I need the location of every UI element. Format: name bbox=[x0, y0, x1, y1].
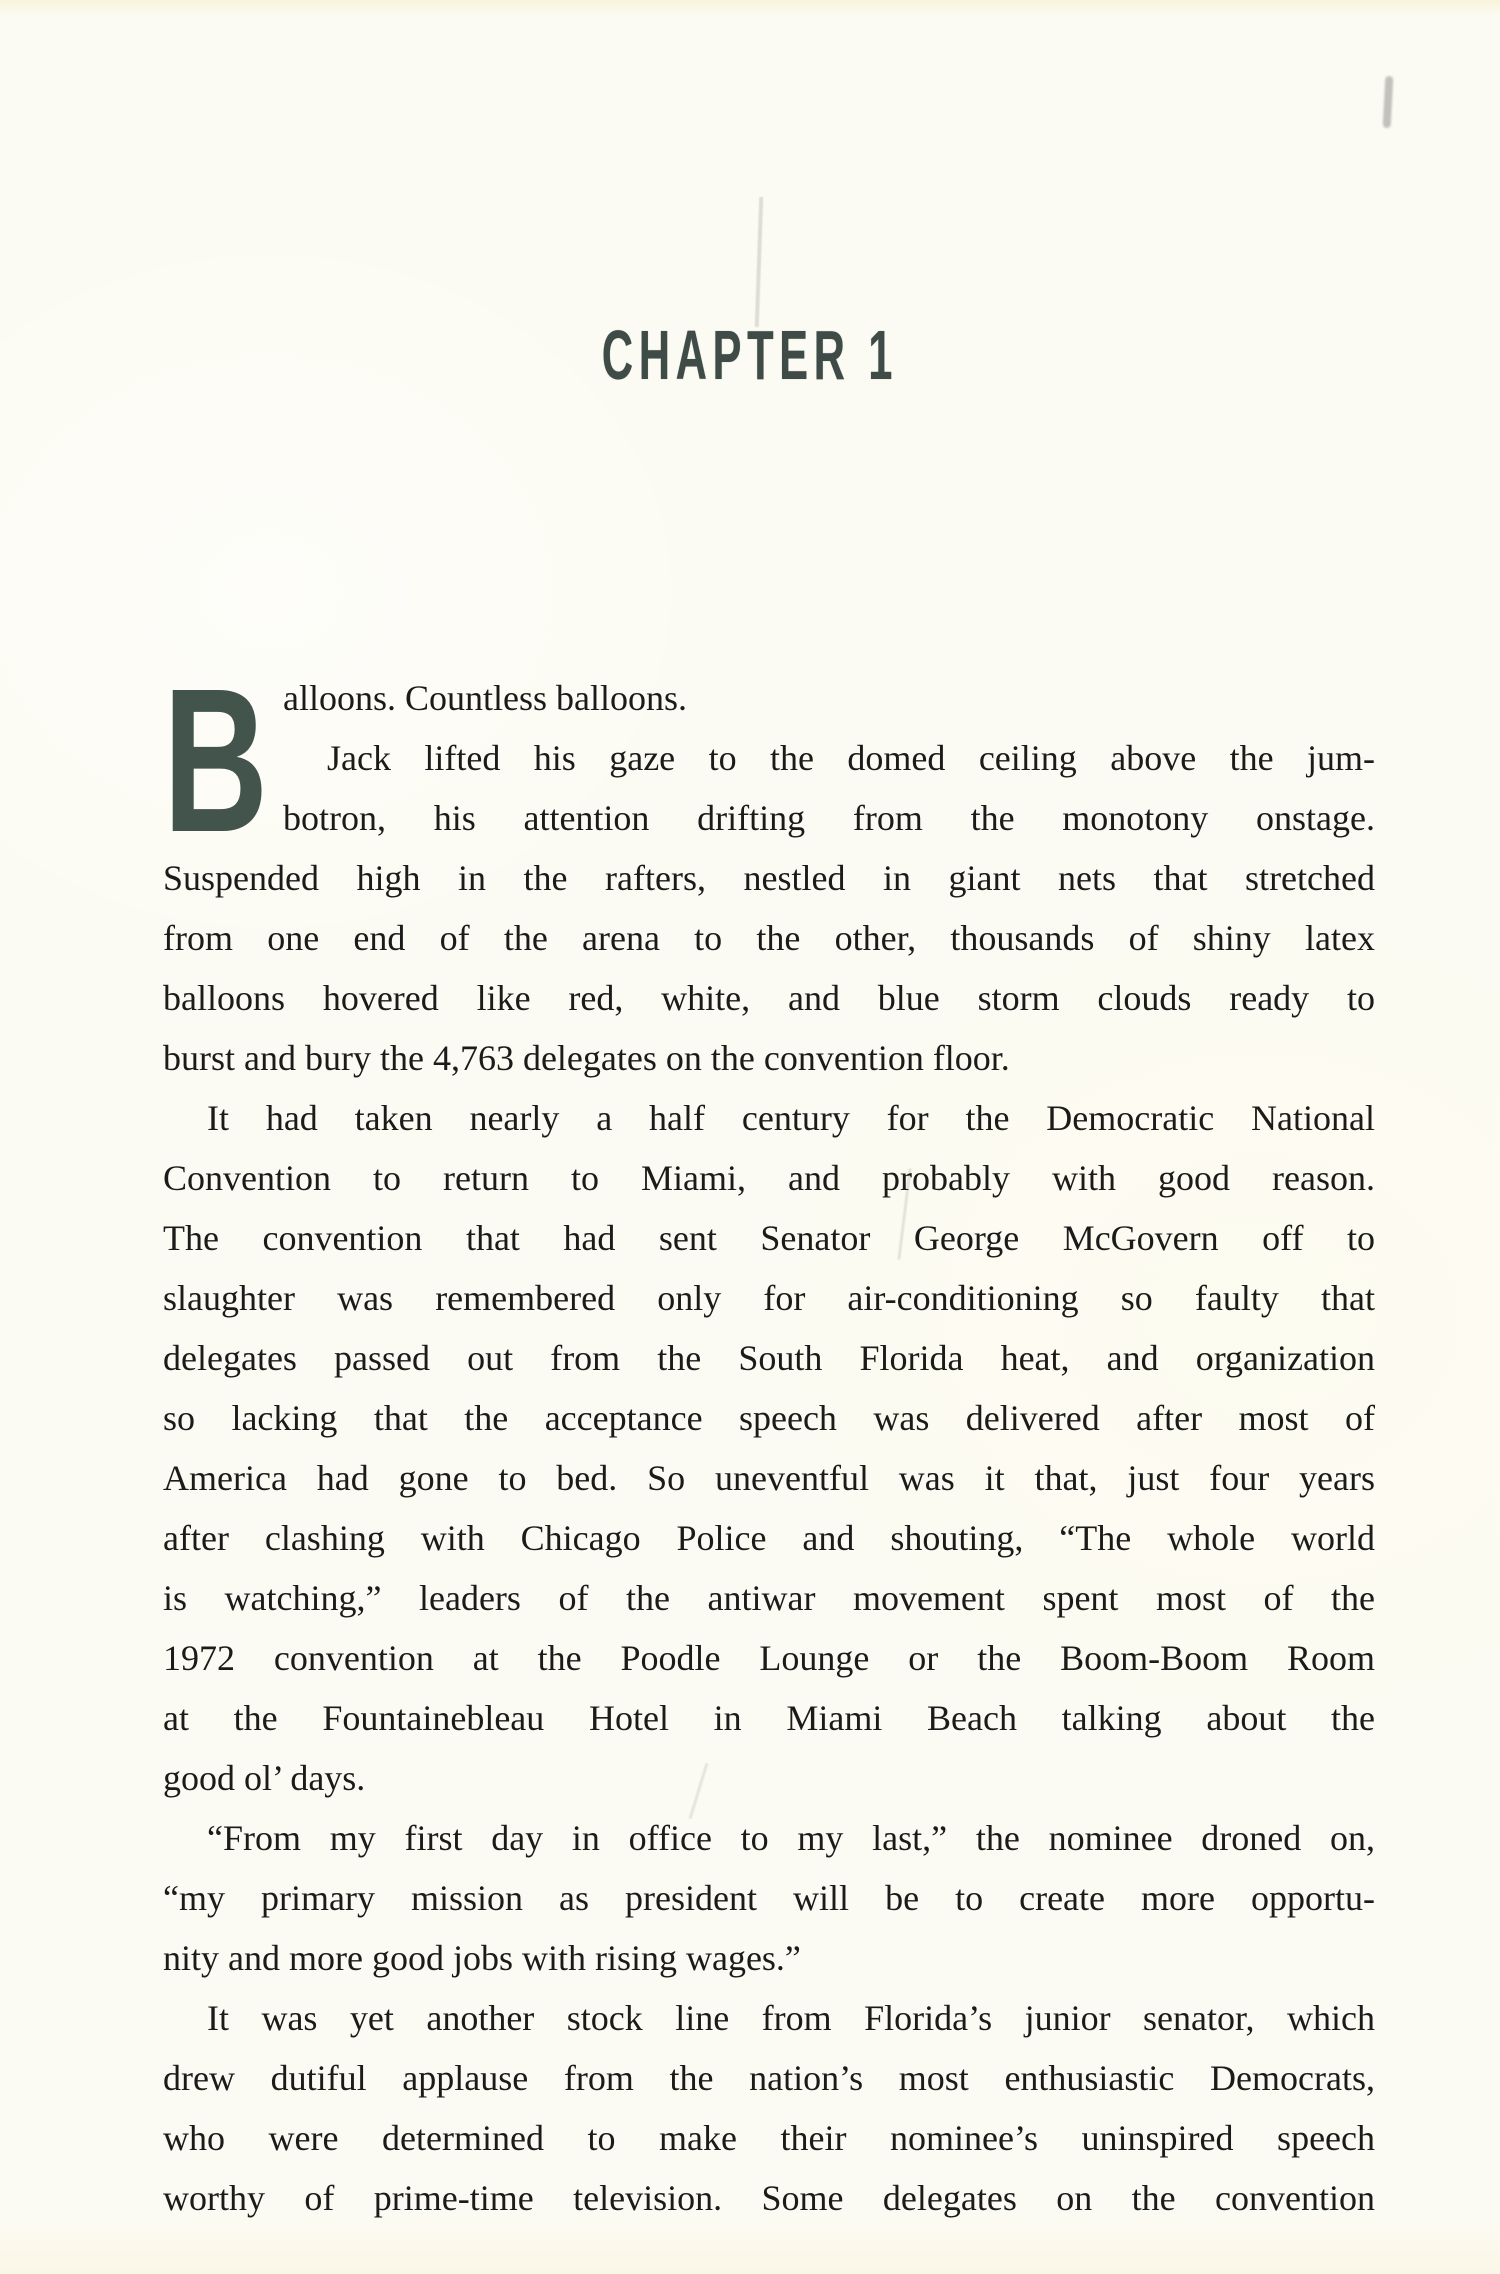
text-line bbox=[163, 1268, 1375, 1328]
text-line bbox=[163, 1088, 1375, 1148]
drop-cap: B bbox=[163, 646, 269, 875]
text-line-text: “my primary mission as president will be to create more opportu- bbox=[163, 1878, 1375, 1918]
text-line bbox=[283, 728, 1375, 788]
text-line bbox=[283, 788, 1375, 848]
text-line-text: Jack lifted his gaze to the domed ceiling above the jum- bbox=[327, 738, 1375, 778]
text-line-text: so lacking that the acceptance speech was delivered after most of bbox=[163, 1398, 1375, 1438]
text-line bbox=[163, 848, 1375, 908]
text-line bbox=[163, 2168, 1375, 2228]
body-text bbox=[163, 646, 1375, 2228]
text-line-text: 1972 convention at the Poodle Lounge or the Boom-Boom Room bbox=[163, 1638, 1375, 1678]
text-line-text: from one end of the arena to the other, thousands of shiny latex bbox=[163, 918, 1375, 958]
text-line-text: burst and bury the 4,763 delegates on the convention floor. bbox=[163, 1038, 1010, 1078]
text-line-text: slaughter was remembered only for air-conditioning so faulty that bbox=[163, 1278, 1375, 1318]
text-line-text: Suspended high in the rafters, nestled in giant nets that stretched bbox=[163, 858, 1375, 898]
text-line bbox=[163, 1928, 1375, 1988]
text-line-text: after clashing with Chicago Police and shouting, “The whole world bbox=[163, 1518, 1375, 1558]
text-line-text: at the Fountainebleau Hotel in Miami Beach talking about the bbox=[163, 1698, 1375, 1738]
text-line bbox=[163, 1388, 1375, 1448]
text-line bbox=[163, 1448, 1375, 1508]
text-line-text: It had taken nearly a half century for the Democratic National bbox=[207, 1098, 1375, 1138]
text-line bbox=[163, 1748, 1375, 1808]
text-line-text: drew dutiful applause from the nation’s most enthusiastic Democrats, bbox=[163, 2058, 1375, 2098]
text-line bbox=[163, 1508, 1375, 1568]
text-line bbox=[163, 1328, 1375, 1388]
text-line-text: “From my first day in office to my last,” the nominee droned on, bbox=[207, 1818, 1375, 1858]
chapter-heading-text: CHAPTER 1 bbox=[601, 316, 899, 394]
text-line bbox=[283, 668, 1375, 728]
text-line-text: delegates passed out from the South Florida heat, and organization bbox=[163, 1338, 1375, 1378]
text-line-text: who were determined to make their nominee’s uninspired speech bbox=[163, 2118, 1375, 2158]
text-line-text: It was yet another stock line from Florida’s junior senator, which bbox=[207, 1998, 1375, 2038]
text-line-text: good ol’ days. bbox=[163, 1758, 366, 1798]
text-line bbox=[163, 1628, 1375, 1688]
text-line bbox=[163, 1988, 1375, 2048]
text-line bbox=[163, 1208, 1375, 1268]
text-line bbox=[163, 1868, 1375, 1928]
chapter-heading bbox=[0, 316, 1500, 394]
text-line-text: nity and more good jobs with rising wages.” bbox=[163, 1938, 801, 1978]
text-line bbox=[163, 1688, 1375, 1748]
text-line bbox=[163, 2108, 1375, 2168]
text-line bbox=[163, 1148, 1375, 1208]
text-line-text: is watching,” leaders of the antiwar movement spent most of the bbox=[163, 1578, 1375, 1618]
text-line bbox=[163, 1808, 1375, 1868]
scan-smudge bbox=[1383, 76, 1394, 128]
text-line-text: worthy of prime-time television. Some delegates on the convention bbox=[163, 2178, 1375, 2218]
text-line bbox=[163, 1028, 1375, 1088]
text-line-text: Convention to return to Miami, and probably with good reason. bbox=[163, 1158, 1375, 1198]
text-line-text: botron, his attention drifting from the monotony onstage. bbox=[283, 798, 1375, 838]
text-line bbox=[163, 2048, 1375, 2108]
text-line bbox=[163, 1568, 1375, 1628]
text-line bbox=[163, 908, 1375, 968]
text-line bbox=[163, 968, 1375, 1028]
scan-crease bbox=[755, 197, 764, 327]
text-line-text: alloons. Countless balloons. bbox=[283, 678, 687, 718]
text-line-text: America had gone to bed. So uneventful was it that, just four years bbox=[163, 1458, 1375, 1498]
text-line-text: The convention that had sent Senator George McGovern off to bbox=[163, 1218, 1375, 1258]
text-line-text: balloons hovered like red, white, and blue storm clouds ready to bbox=[163, 978, 1375, 1018]
